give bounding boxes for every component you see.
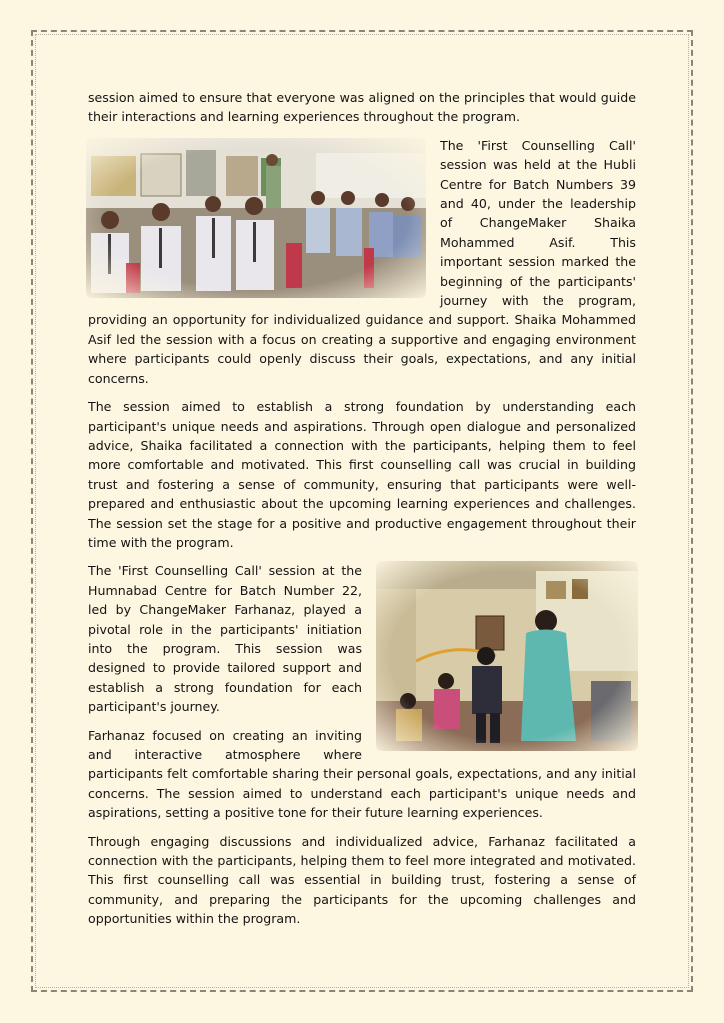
paragraph-farhanaz: Farhanaz focused on creating an inviting and interactive atmosphere where participants felt comfortable sharing their personal goals, expectations, and any initial concerns. The session aimed to understand each participant's unique needs and aspirations, setting a positive tone for their future learning experiences. xyxy=(88,727,636,821)
paragraph-closing: Through engaging discussions and individualized advice, Farhanaz facilitated a connection with the participants, helping them to feel more integrated and motivated. This first counselling call was essential in building trust, fostering a sense of community, and preparing the participants for the upcoming challenges and opportunities within the program. xyxy=(88,833,636,927)
paragraph-humnabad-session: The 'First Counselling Call' session at the Humnabad Centre for Batch Number 22, led by ChangeMaker Farhanaz, played a pivotal role in the participants' initiation into the program. This session was designed to provide tailored support and establish a strong foundation for each participant's journey. xyxy=(88,563,362,715)
document-body xyxy=(88,88,636,938)
photo-hubli-session xyxy=(86,138,426,298)
photo-humnabad-session xyxy=(376,561,638,751)
paragraph-foundation: The session aimed to establish a strong foundation by understanding each participant's unique needs and aspirations. Through open dialogue and personalized advice, Shaika facilitated a connection with the participants, helping them to feel more comfortable and motivated. This first counselling call was crucial in building trust and fostering a sense of community, ensuring that participants were well-prepared and enthusiastic about the upcoming learning experiences and challenges. The session set the stage for a positive and productive engagement throughout their time with the program. xyxy=(88,399,636,550)
paragraph-intro: session aimed to ensure that everyone was aligned on the principles that would guide their interactions and learning experiences throughout the program. xyxy=(88,90,636,125)
paragraph-hubli-session: The 'First Counselling Call' session was held at the Hubli Centre for Batch Numbers 39 and 40, under the leadership of ChangeMaker Shaika Mohammed Asif. This important session marked the beginning of the participants' journey with the program, providing an opportunity for individualized guidance and support. Shaika Mohammed Asif led the session with a focus on creating a supportive and engaging environment where participants could openly discuss their goals, expectations, and any initial concerns. xyxy=(88,137,636,386)
